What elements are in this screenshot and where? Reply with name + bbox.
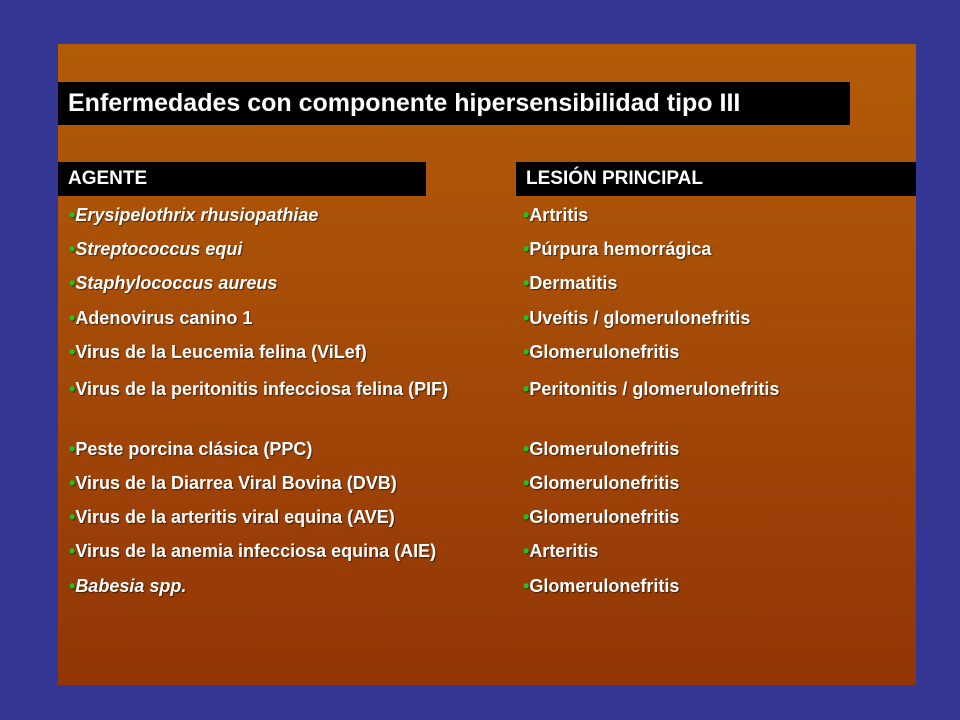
lesion-text: Glomerulonefritis xyxy=(529,576,680,596)
agent-header-label: AGENTE xyxy=(68,168,148,189)
bullet-icon: • xyxy=(69,576,76,596)
lesion-item xyxy=(523,237,913,261)
bullet-icon: • xyxy=(523,205,530,225)
agent-item xyxy=(69,437,509,461)
bullet-icon: • xyxy=(69,273,76,293)
lesion-item xyxy=(523,306,913,330)
agent-text: Staphylococcus aureus xyxy=(75,273,278,293)
slide-title: Enfermedades con componente hipersensibilidad tipo III xyxy=(68,89,741,117)
agent-text: Peste porcina clásica (PPC) xyxy=(75,439,313,459)
lesion-text: Glomerulonefritis xyxy=(529,342,680,362)
lesion-item xyxy=(523,505,913,529)
agent-text: Virus de la peritonitis infecciosa felina (PIF) xyxy=(75,379,449,399)
lesion-item xyxy=(523,340,913,364)
title-bar xyxy=(58,82,850,125)
lesion-text: Arteritis xyxy=(529,541,599,561)
lesion-text: Glomerulonefritis xyxy=(529,439,680,459)
agent-text: Adenovirus canino 1 xyxy=(75,308,253,328)
lesion-item xyxy=(523,574,913,598)
lesion-text: Glomerulonefritis xyxy=(529,507,680,527)
slide xyxy=(58,44,916,685)
bullet-icon: • xyxy=(523,507,530,527)
lesion-text: Glomerulonefritis xyxy=(529,473,680,493)
bullet-icon: • xyxy=(69,379,76,399)
bullet-icon: • xyxy=(523,473,530,493)
agent-item xyxy=(69,203,509,227)
bullet-icon: • xyxy=(69,439,76,459)
agent-item xyxy=(69,377,489,401)
agent-item xyxy=(69,340,509,364)
lesion-item xyxy=(523,377,913,401)
bullet-icon: • xyxy=(69,308,76,328)
lesion-column-header xyxy=(516,162,916,196)
lesion-item xyxy=(523,271,913,295)
agent-text: Streptococcus equi xyxy=(75,239,243,259)
bullet-icon: • xyxy=(523,342,530,362)
bullet-icon: • xyxy=(523,541,530,561)
bullet-icon: • xyxy=(69,205,76,225)
agent-item xyxy=(69,505,509,529)
agent-text: Erysipelothrix rhusiopathiae xyxy=(75,205,319,225)
bullet-icon: • xyxy=(523,308,530,328)
agent-item xyxy=(69,471,509,495)
agent-text: Virus de la anemia infecciosa equina (AIE) xyxy=(75,541,437,561)
lesion-item xyxy=(523,203,913,227)
bullet-icon: • xyxy=(69,541,76,561)
bullet-icon: • xyxy=(523,273,530,293)
bullet-icon: • xyxy=(523,379,530,399)
lesion-item xyxy=(523,437,913,461)
agent-text: Babesia spp. xyxy=(75,576,187,596)
lesion-text: Uveítis / glomerulonefritis xyxy=(529,308,751,328)
bullet-icon: • xyxy=(69,473,76,493)
lesion-text: Artritis xyxy=(529,205,589,225)
lesion-text: Dermatitis xyxy=(529,273,618,293)
bullet-icon: • xyxy=(523,576,530,596)
agent-item xyxy=(69,271,509,295)
bullet-icon: • xyxy=(69,239,76,259)
agent-column-header xyxy=(58,162,426,196)
lesion-header-label: LESIÓN PRINCIPAL xyxy=(526,168,703,189)
lesion-text: Peritonitis / glomerulonefritis xyxy=(529,379,780,399)
lesion-text: Púrpura hemorrágica xyxy=(529,239,712,259)
agent-text: Virus de la Diarrea Viral Bovina (DVB) xyxy=(75,473,397,493)
bullet-icon: • xyxy=(69,507,76,527)
agent-item xyxy=(69,306,509,330)
agent-item xyxy=(69,574,509,598)
bullet-icon: • xyxy=(523,439,530,459)
bullet-icon: • xyxy=(523,239,530,259)
agent-item xyxy=(69,539,509,563)
agent-item xyxy=(69,237,509,261)
bullet-icon: • xyxy=(69,342,76,362)
lesion-item xyxy=(523,471,913,495)
lesion-item xyxy=(523,539,913,563)
agent-text: Virus de la Leucemia felina (ViLef) xyxy=(75,342,367,362)
agent-text: Virus de la arteritis viral equina (AVE) xyxy=(75,507,395,527)
